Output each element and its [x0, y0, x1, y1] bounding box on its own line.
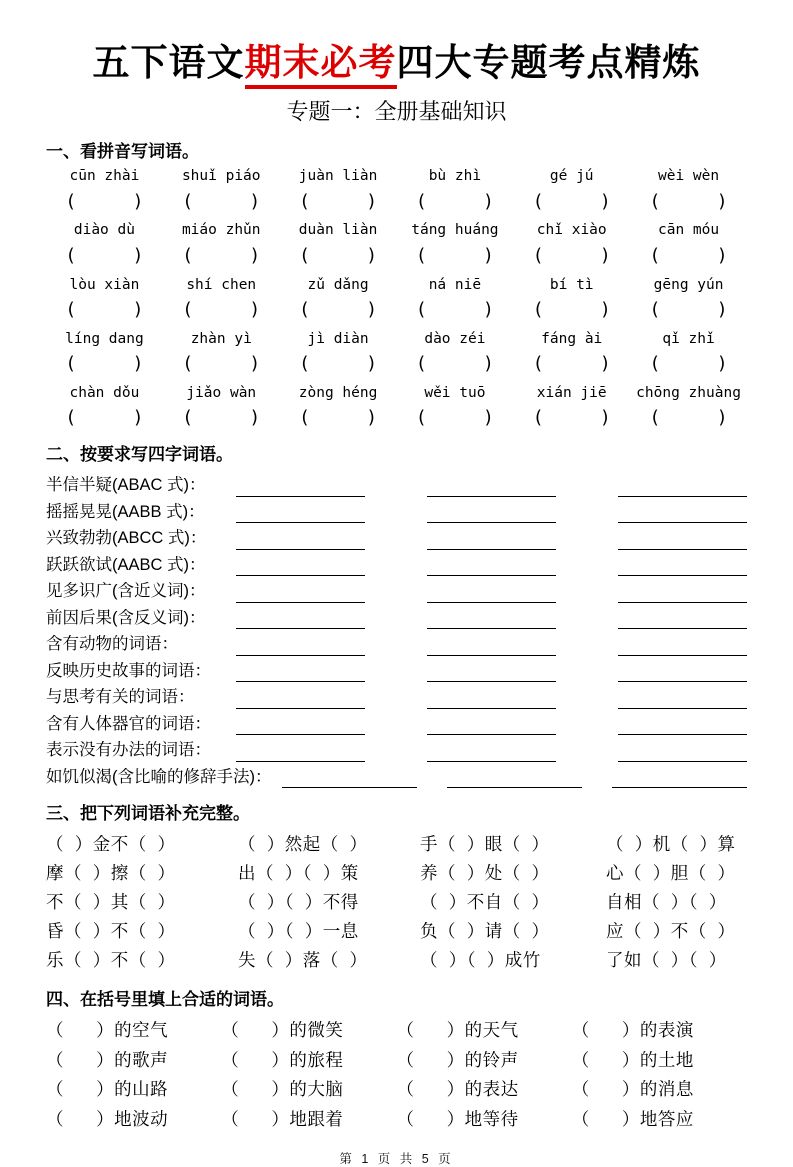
answer-lines: [236, 583, 747, 603]
idiom-blank-item: 应（ ）不（ ）: [606, 921, 736, 942]
pinyin-row: [46, 221, 747, 266]
bracket-close: ): [366, 244, 378, 266]
word-prompt-row: [46, 709, 747, 736]
bracket-open: (: [182, 244, 194, 266]
idiom-row: [46, 945, 747, 974]
answer-blank-line: [427, 636, 556, 656]
answer-brackets: [182, 299, 260, 321]
pinyin-text: zhàn yì: [190, 330, 252, 347]
bracket-close: ): [249, 244, 261, 266]
word-prompt-row: [46, 497, 747, 524]
bracket-close: ): [249, 299, 261, 321]
bracket-open: (: [65, 190, 77, 212]
answer-blank-line: [236, 477, 365, 497]
word-prompt-row: [46, 470, 747, 497]
answer-brackets: [299, 299, 377, 321]
answer-blank-line: [427, 530, 556, 550]
page-number: 第 1 页 共 5 页: [339, 1152, 454, 1167]
bracket-close: ): [366, 190, 378, 212]
word-prompt-row: [46, 656, 747, 683]
answer-brackets: [650, 299, 728, 321]
answer-brackets: [299, 191, 377, 213]
answer-blank-line: [427, 556, 556, 576]
pinyin-text: chōng zhuàng: [636, 384, 741, 401]
pinyin-item: [280, 167, 397, 212]
answer-brackets: [416, 191, 494, 213]
pinyin-text: wěi tuō: [424, 384, 486, 401]
bracket-close: ): [716, 299, 728, 321]
prompt-label: 与思考有关的词语：: [46, 688, 195, 707]
bracket-close: ): [599, 407, 611, 429]
prompt-label: 跃跃欲试(AABC 式)：: [46, 555, 206, 574]
bracket-close: ): [249, 407, 261, 429]
answer-blank-line: [618, 662, 747, 682]
answer-brackets: [65, 299, 143, 321]
answer-brackets: [416, 353, 494, 375]
prompt-label: 表示没有办法的词语：: [46, 741, 211, 760]
pinyin-text: gé jú: [549, 168, 594, 185]
answer-blank-line: [236, 609, 365, 629]
idiom-blank-item: 养（ ）处（ ）: [420, 863, 550, 884]
pinyin-item: [630, 221, 747, 266]
bracket-fill-item: （ ）的微笑: [221, 1020, 344, 1041]
pinyin-section: [46, 167, 747, 429]
bracket-fill-item: （ ）的表达: [396, 1079, 519, 1100]
bracket-open: (: [65, 299, 77, 321]
pinyin-text: diào dù: [73, 222, 135, 239]
bracket-fill-row: [46, 1074, 747, 1104]
pinyin-item: [396, 276, 513, 321]
answer-brackets: [650, 191, 728, 213]
idiom-blank-item: 手（ ）眼（ ）: [420, 834, 550, 855]
answer-blank-line: [236, 742, 365, 762]
section3-heading: 三、把下列词语补充完整。: [46, 804, 250, 824]
section4-heading: 四、在括号里填上合适的词语。: [46, 990, 284, 1010]
pinyin-row: [46, 384, 747, 429]
answer-lines: [236, 715, 747, 735]
bracket-open: (: [65, 407, 77, 429]
bracket-open: (: [299, 353, 310, 375]
answer-lines: [236, 689, 747, 709]
bracket-close: ): [366, 299, 378, 321]
bracket-close: ): [483, 407, 494, 429]
bracket-fill-item: （ ）的天气: [396, 1020, 519, 1041]
answer-brackets: [416, 245, 494, 267]
answer-brackets: [299, 353, 377, 375]
answer-brackets: [182, 407, 260, 429]
bracket-close: ): [132, 299, 144, 321]
answer-lines: [282, 768, 748, 788]
bracket-open: (: [182, 190, 194, 212]
bracket-close: ): [132, 407, 144, 429]
answer-blank-line: [427, 583, 556, 603]
pinyin-text: bù zhì: [428, 168, 482, 185]
bracket-close: ): [599, 244, 611, 266]
pinyin-text: gēng yún: [653, 276, 724, 293]
idiom-blank-item: （ ）然起（ ）: [238, 834, 368, 855]
pinyin-text: táng huáng: [411, 222, 499, 239]
bracket-close: ): [366, 353, 378, 375]
pinyin-text: zòng héng: [298, 384, 378, 401]
bracket-close: ): [716, 407, 728, 429]
pinyin-item: [630, 384, 747, 429]
word-prompt-row: [46, 550, 747, 577]
prompt-label: 半信半疑(ABAC 式)：: [46, 476, 206, 495]
idiom-blank-item: 心（ ）胆（ ）: [606, 863, 736, 884]
pinyin-text: ná niē: [428, 276, 482, 293]
bracket-open: (: [299, 190, 310, 212]
bracket-fill-item: （ ）的空气: [46, 1020, 169, 1041]
bracket-close: ): [716, 190, 728, 212]
answer-brackets: [416, 407, 494, 429]
prompt-label: 前因后果(含反义词)：: [46, 608, 206, 627]
word-prompt-row: [46, 576, 747, 603]
bracket-fill-item: （ ）的表演: [571, 1020, 694, 1041]
bracket-close: ): [132, 190, 144, 212]
pinyin-item: [163, 167, 280, 212]
bracket-open: (: [182, 299, 194, 321]
answer-brackets: [299, 245, 377, 267]
answer-brackets: [65, 407, 143, 429]
pinyin-item: [280, 330, 397, 375]
pinyin-item: [513, 330, 630, 375]
pinyin-item: [163, 276, 280, 321]
prompt-label: 如饥似渴(含比喻的修辞手法)：: [46, 767, 272, 786]
prompt-label: 含有动物的词语：: [46, 635, 178, 654]
answer-blank-line: [618, 715, 747, 735]
bracket-open: (: [649, 353, 661, 375]
pinyin-text: jiǎo wàn: [186, 384, 257, 401]
bracket-close: ): [483, 190, 494, 212]
word-prompt-row: [46, 735, 747, 762]
bracket-open: (: [65, 244, 77, 266]
pinyin-text: shí chen: [186, 276, 257, 293]
pinyin-item: [46, 167, 163, 212]
word-prompt-row: [46, 762, 747, 789]
idiom-blank-item: （ ）（ ）一息: [238, 921, 359, 942]
word-prompt-row: [46, 682, 747, 709]
title-prefix: 五下语文: [92, 42, 245, 83]
bracket-close: ): [483, 353, 494, 375]
pinyin-item: [513, 276, 630, 321]
bracket-open: (: [649, 190, 661, 212]
idiom-blank-item: 出（ ）（ ）策: [238, 863, 359, 884]
answer-lines: [236, 556, 747, 576]
pinyin-item: [396, 221, 513, 266]
answer-blank-line: [282, 768, 417, 788]
pinyin-item: [163, 330, 280, 375]
answer-blank-line: [618, 609, 747, 629]
pinyin-item: [280, 384, 397, 429]
word-prompt-row: [46, 629, 747, 656]
answer-brackets: [650, 407, 728, 429]
answer-brackets: [65, 245, 143, 267]
pinyin-item: [396, 167, 513, 212]
answer-blank-line: [236, 715, 365, 735]
pinyin-text: lòu xiàn: [69, 276, 140, 293]
answer-blank-line: [427, 742, 556, 762]
page-subtitle: 专题一：全册基础知识: [286, 99, 507, 125]
complete-idioms-section: [46, 829, 747, 974]
bracket-fill-item: （ ）的消息: [571, 1079, 694, 1100]
bracket-open: (: [415, 244, 427, 266]
bracket-close: ): [249, 190, 261, 212]
pinyin-item: [46, 384, 163, 429]
answer-blank-line: [618, 477, 747, 497]
pinyin-item: [46, 330, 163, 375]
prompt-label: 摇摇晃晃(AABB 式)：: [46, 502, 205, 521]
answer-lines: [236, 503, 747, 523]
idiom-blank-item: 了如（ ）（ ）: [606, 950, 727, 971]
pinyin-item: [396, 384, 513, 429]
answer-lines: [236, 742, 747, 762]
word-prompt-row: [46, 523, 747, 550]
answer-blank-line: [618, 689, 747, 709]
bracket-close: ): [132, 244, 144, 266]
bracket-close: ): [599, 353, 611, 375]
bracket-close: ): [716, 353, 728, 375]
bracket-fill-item: （ ）的旅程: [221, 1049, 344, 1070]
answer-brackets: [182, 353, 260, 375]
title-suffix: 四大专题考点精炼: [396, 42, 701, 83]
bracket-open: (: [532, 190, 544, 212]
idiom-row: [46, 858, 747, 887]
answer-lines: [236, 530, 747, 550]
answer-blank-line: [618, 556, 747, 576]
idiom-blank-item: （ ）机（ ）算: [606, 834, 736, 855]
answer-brackets: [416, 299, 494, 321]
section2-heading: 二、按要求写四字词语。: [46, 445, 233, 465]
bracket-open: (: [65, 353, 77, 375]
pinyin-item: [513, 221, 630, 266]
pinyin-text: chàn dǒu: [69, 384, 140, 401]
pinyin-text: chǐ xiào: [536, 222, 607, 239]
bracket-open: (: [649, 299, 661, 321]
bracket-close: ): [483, 299, 494, 321]
pinyin-item: [630, 276, 747, 321]
bracket-open: (: [182, 407, 194, 429]
bracket-fill-item: （ ）的歌声: [46, 1049, 169, 1070]
bracket-fill-item: （ ）的铃声: [396, 1049, 519, 1070]
four-char-words-section: [46, 470, 747, 788]
bracket-open: (: [649, 244, 661, 266]
bracket-close: ): [716, 244, 728, 266]
answer-blank-line: [427, 662, 556, 682]
idiom-blank-item: （ ）不自（ ）: [420, 892, 550, 913]
answer-brackets: [182, 191, 260, 213]
answer-blank-line: [618, 530, 747, 550]
answer-brackets: [533, 407, 611, 429]
bracket-open: (: [182, 353, 194, 375]
bracket-fill-item: （ ）地等待: [396, 1108, 519, 1129]
bracket-fill-row: [46, 1045, 747, 1075]
bracket-fill-item: （ ）的土地: [571, 1049, 694, 1070]
pinyin-item: [163, 221, 280, 266]
answer-brackets: [533, 299, 611, 321]
pinyin-item: [630, 330, 747, 375]
pinyin-text: juàn liàn: [298, 168, 378, 185]
answer-lines: [236, 636, 747, 656]
pinyin-text: xián jiē: [536, 384, 607, 401]
pinyin-text: cūn zhài: [69, 168, 140, 185]
pinyin-text: shuǐ piáo: [181, 168, 261, 185]
fill-brackets-section: [46, 1015, 747, 1133]
bracket-open: (: [299, 407, 310, 429]
answer-brackets: [533, 353, 611, 375]
bracket-fill-item: （ ）的大脑: [221, 1079, 344, 1100]
answer-brackets: [533, 191, 611, 213]
pinyin-text: qǐ zhǐ: [662, 330, 715, 347]
answer-blank-line: [236, 689, 365, 709]
pinyin-item: [163, 384, 280, 429]
answer-blank-line: [427, 503, 556, 523]
page-title: [46, 40, 747, 86]
bracket-open: (: [532, 353, 544, 375]
bracket-close: ): [599, 190, 611, 212]
answer-blank-line: [447, 768, 582, 788]
idiom-blank-item: 乐（ ）不（ ）: [46, 950, 176, 971]
answer-lines: [236, 477, 747, 497]
bracket-close: ): [132, 353, 144, 375]
answer-blank-line: [427, 477, 556, 497]
pinyin-row: [46, 330, 747, 375]
bracket-open: (: [532, 244, 544, 266]
answer-blank-line: [618, 636, 747, 656]
pinyin-row: [46, 167, 747, 212]
bracket-fill-row: [46, 1015, 747, 1045]
bracket-open: (: [415, 190, 427, 212]
bracket-fill-item: （ ）地答应: [571, 1108, 694, 1129]
bracket-fill-item: （ ）地跟着: [221, 1108, 344, 1129]
bracket-close: ): [366, 407, 378, 429]
answer-brackets: [299, 407, 377, 429]
bracket-open: (: [415, 407, 427, 429]
pinyin-item: [630, 167, 747, 212]
bracket-open: (: [299, 244, 310, 266]
answer-blank-line: [236, 503, 365, 523]
bracket-fill-item: （ ）的山路: [46, 1079, 169, 1100]
answer-brackets: [65, 191, 143, 213]
bracket-close: ): [249, 353, 261, 375]
pinyin-text: fáng ài: [541, 330, 603, 347]
pinyin-text: jì diàn: [307, 330, 369, 347]
idiom-row: [46, 887, 747, 916]
answer-brackets: [182, 245, 260, 267]
idiom-row: [46, 916, 747, 945]
bracket-close: ): [599, 299, 611, 321]
answer-blank-line: [236, 556, 365, 576]
bracket-open: (: [532, 407, 544, 429]
bracket-open: (: [649, 407, 661, 429]
answer-lines: [236, 662, 747, 682]
prompt-label: 兴致勃勃(ABCC 式)：: [46, 529, 207, 548]
pinyin-text: zǔ dǎng: [307, 276, 369, 293]
answer-blank-line: [427, 609, 556, 629]
answer-blank-line: [236, 636, 365, 656]
answer-blank-line: [618, 583, 747, 603]
idiom-blank-item: 自相（ ）（ ）: [606, 892, 727, 913]
word-prompt-row: [46, 603, 747, 630]
pinyin-item: [396, 330, 513, 375]
section1-heading: 一、看拼音写词语。: [46, 142, 199, 162]
bracket-fill-row: [46, 1104, 747, 1134]
idiom-blank-item: 负（ ）请（ ）: [420, 921, 550, 942]
prompt-label: 反映历史故事的词语：: [46, 661, 211, 680]
idiom-blank-item: （ ）（ ）不得: [238, 892, 359, 913]
idiom-blank-item: 失（ ）落（ ）: [238, 950, 368, 971]
answer-brackets: [533, 245, 611, 267]
bracket-open: (: [415, 299, 427, 321]
prompt-label: 见多识广(含近义词)：: [46, 582, 206, 601]
pinyin-text: dào zéi: [424, 330, 486, 347]
pinyin-row: [46, 276, 747, 321]
answer-blank-line: [427, 689, 556, 709]
title-highlight: 期末必考: [245, 42, 397, 89]
answer-brackets: [65, 353, 143, 375]
idiom-row: [46, 829, 747, 858]
answer-blank-line: [236, 662, 365, 682]
pinyin-text: wèi wèn: [658, 168, 720, 185]
answer-brackets: [650, 245, 728, 267]
pinyin-text: duàn liàn: [298, 222, 378, 239]
pinyin-item: [280, 276, 397, 321]
prompt-label: 含有人体器官的词语：: [46, 714, 211, 733]
idiom-blank-item: 不（ ）其（ ）: [46, 892, 176, 913]
bracket-open: (: [299, 299, 310, 321]
answer-brackets: [650, 353, 728, 375]
answer-blank-line: [427, 715, 556, 735]
pinyin-item: [46, 221, 163, 266]
idiom-blank-item: 昏（ ）不（ ）: [46, 921, 176, 942]
pinyin-item: [46, 276, 163, 321]
answer-blank-line: [236, 583, 365, 603]
answer-lines: [236, 609, 747, 629]
idiom-blank-item: （ ）金不（ ）: [46, 834, 176, 855]
pinyin-item: [513, 384, 630, 429]
bracket-open: (: [415, 353, 427, 375]
pinyin-item: [513, 167, 630, 212]
answer-blank-line: [236, 530, 365, 550]
bracket-fill-item: （ ）地波动: [46, 1108, 169, 1129]
pinyin-text: bí tì: [549, 276, 594, 293]
pinyin-text: líng dang: [65, 330, 144, 347]
pinyin-text: cān móu: [658, 222, 720, 239]
bracket-open: (: [532, 299, 544, 321]
bracket-close: ): [483, 244, 494, 266]
answer-blank-line: [612, 768, 747, 788]
answer-blank-line: [618, 742, 747, 762]
idiom-blank-item: 摩（ ）擦（ ）: [46, 863, 176, 884]
answer-blank-line: [618, 503, 747, 523]
pinyin-text: miáo zhǔn: [181, 222, 261, 239]
pinyin-item: [280, 221, 397, 266]
idiom-blank-item: （ ）（ ）成竹: [420, 950, 541, 971]
